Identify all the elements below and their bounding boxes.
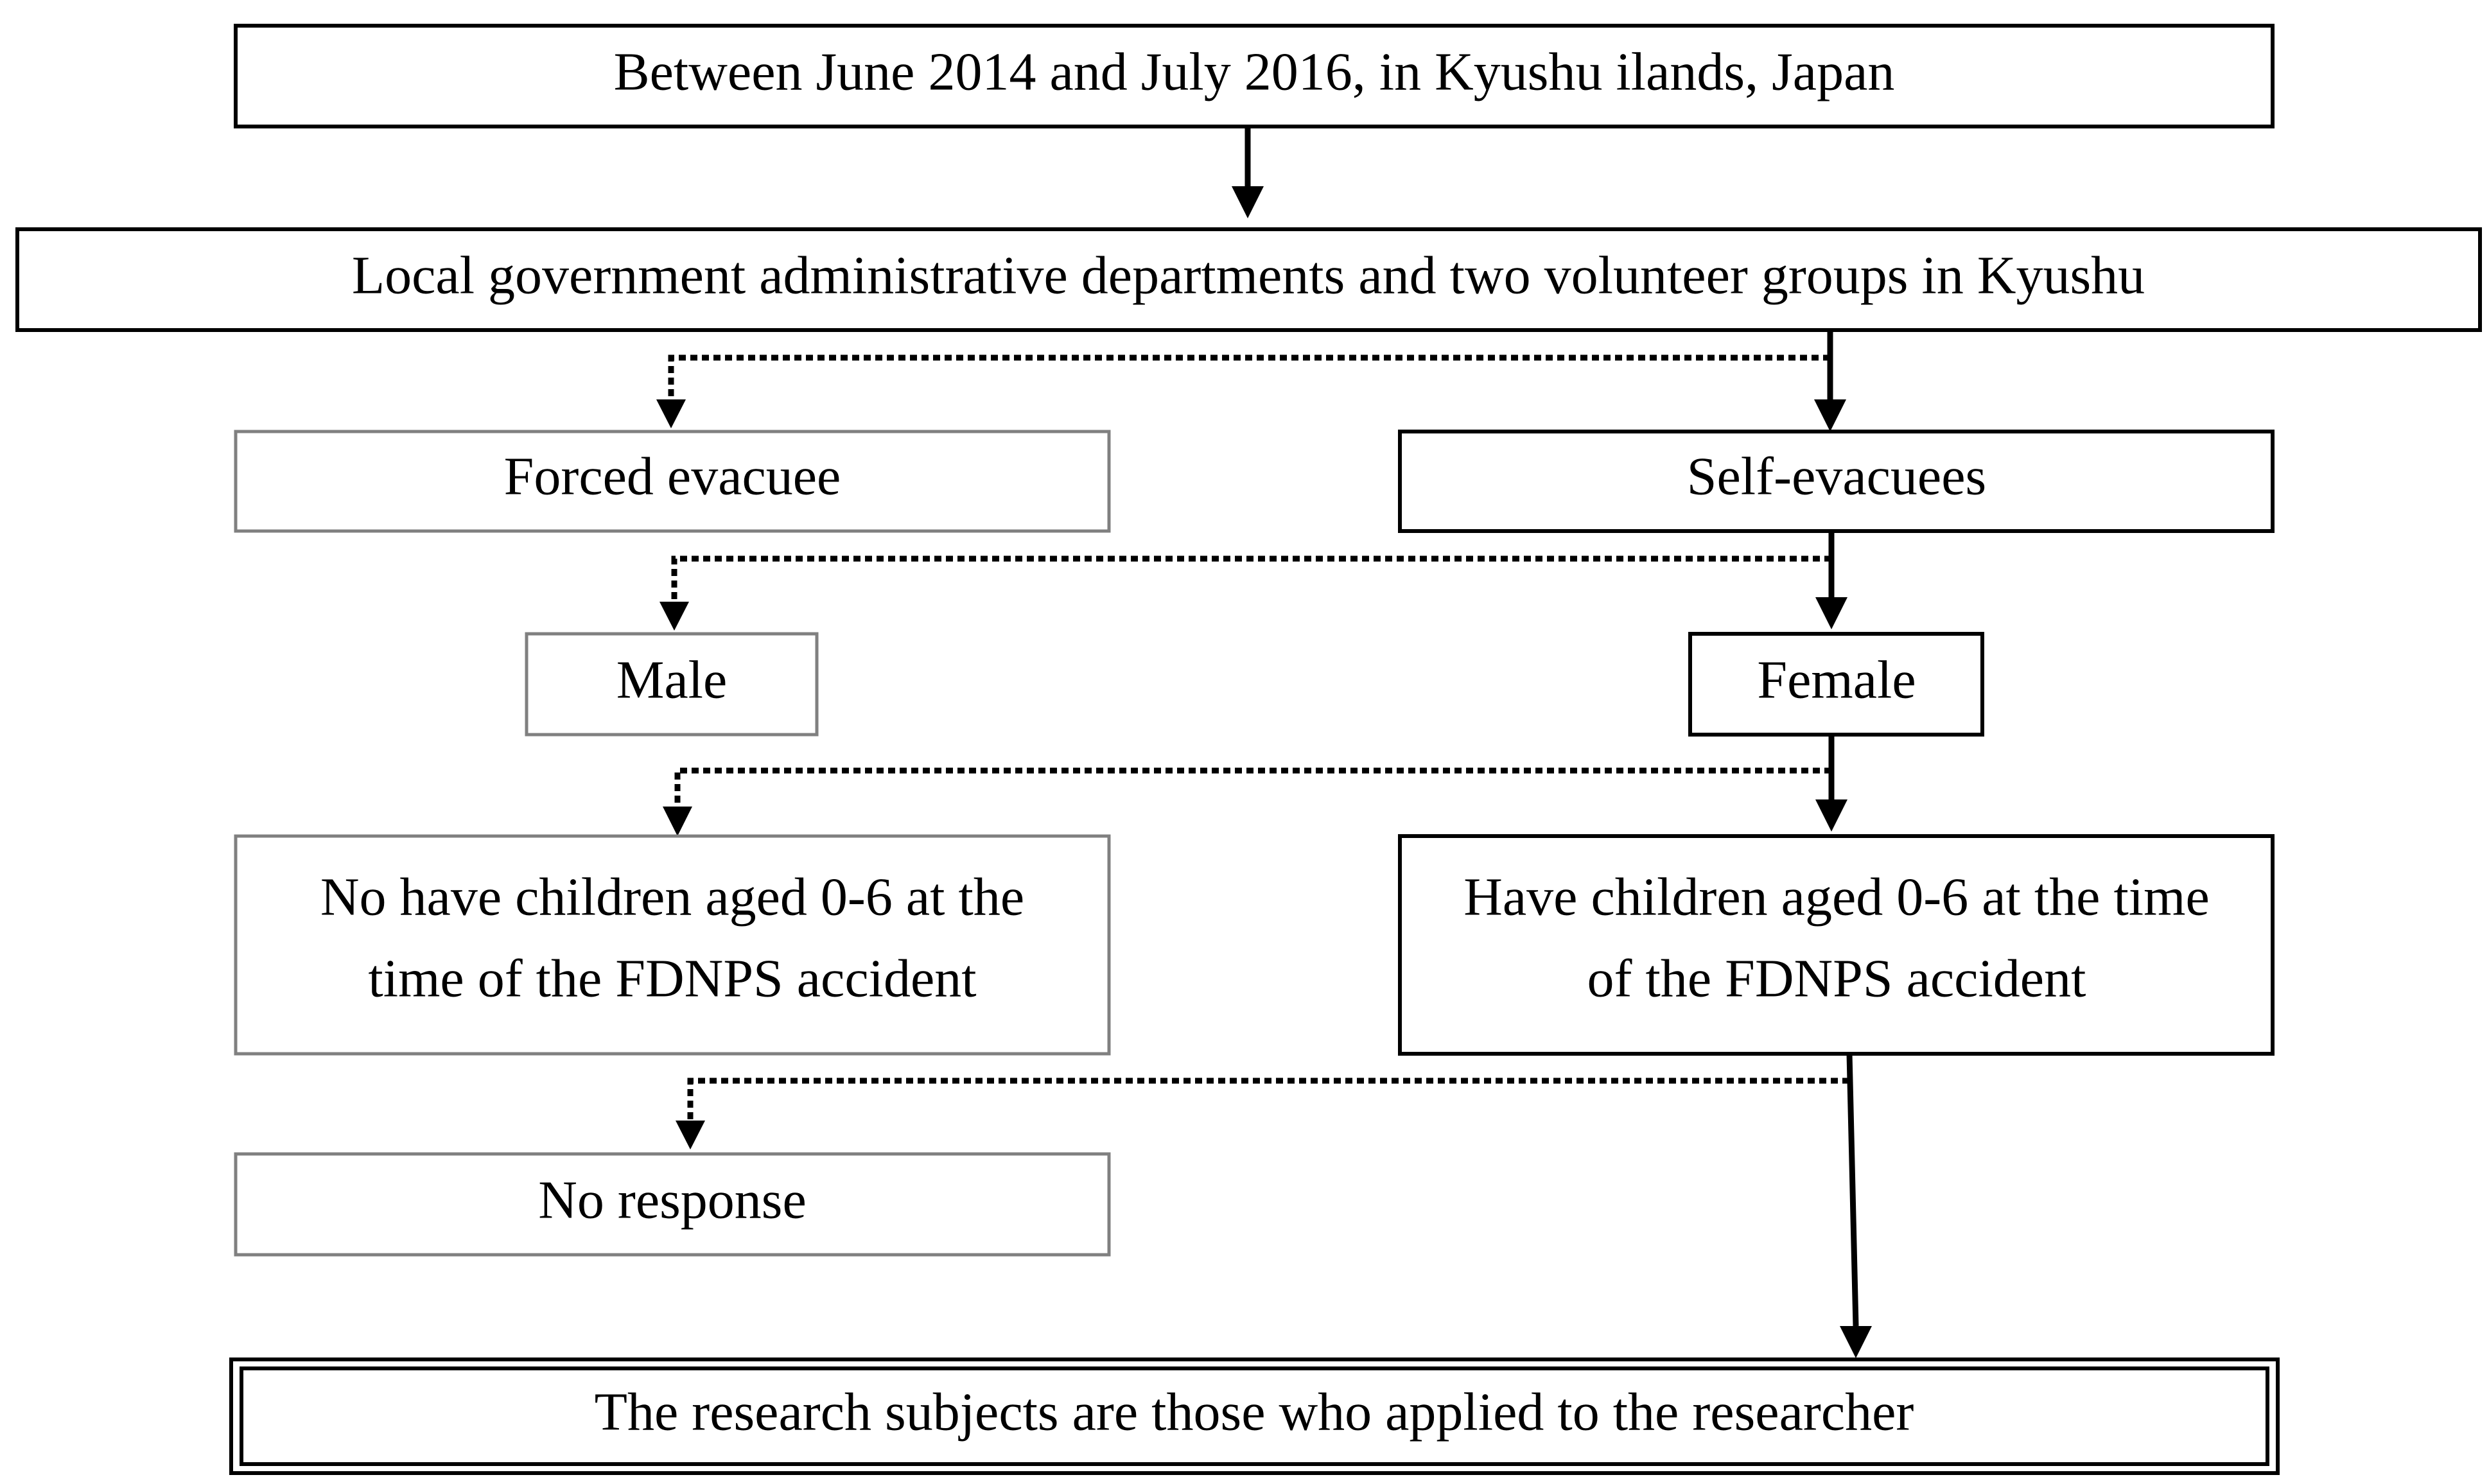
self-evacuees-text: Self-evacuees: [1686, 446, 1987, 507]
arrow-period-to-source: [1232, 127, 1264, 218]
no-children-text-line2: time of the FDNPS accident: [368, 948, 977, 1009]
forced-evacuee-text: Forced evacuee: [503, 446, 841, 507]
period-text: Between June 2014 and July 2016, in Kyushu ilands, Japan: [613, 42, 1895, 102]
children-text-line1: Have children aged 0-6 at the time: [1463, 867, 2210, 927]
split-source: [656, 330, 1846, 432]
split-female: [663, 735, 1847, 836]
children-text-line2: of the FDNPS accident: [1587, 948, 2086, 1009]
subjects-text: The research subjects are those who applied to the researcher: [594, 1382, 1914, 1442]
male-text: Male: [616, 650, 728, 710]
source-text: Local government administrative departments and two volunteer groups in Kyushu: [351, 245, 2145, 306]
no-response-text: No response: [538, 1170, 807, 1230]
female-text: Female: [1757, 650, 1916, 710]
no-children-text-line1: No have children aged 0-6 at the: [320, 867, 1025, 927]
split-self: [659, 531, 1847, 631]
